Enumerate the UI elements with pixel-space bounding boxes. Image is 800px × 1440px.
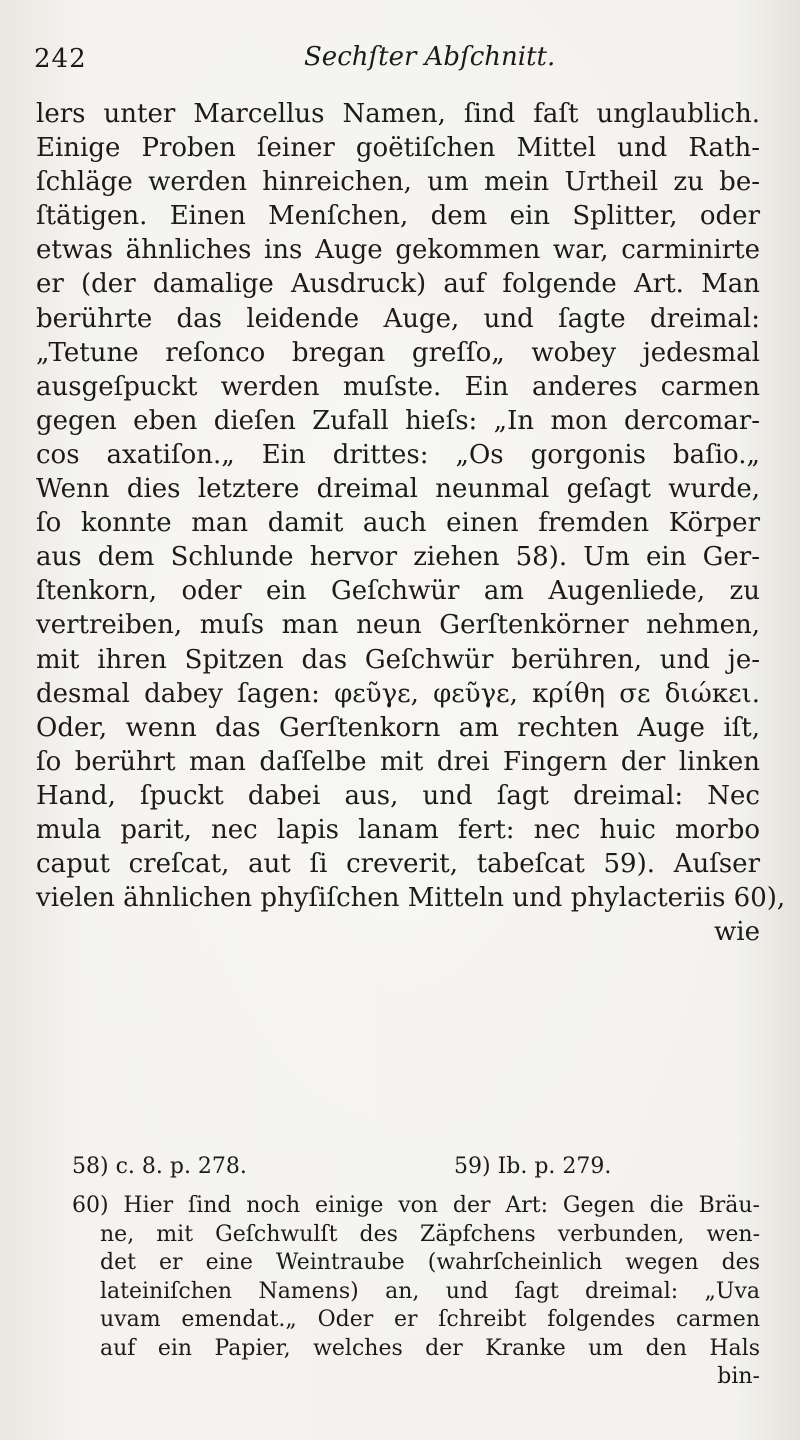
text-line: cos axatiſon.„ Ein drittes: „Os gorgonis baſio.„ <box>36 439 760 470</box>
text-line: ſo berührt man daſſelbe mit drei Fingern der linken <box>36 746 760 777</box>
running-title: Sechſter Abſchnitt. <box>304 42 556 72</box>
body-text <box>36 97 786 949</box>
text-line: mula parit, nec lapis lanam fert: nec huic morbo <box>36 814 760 845</box>
footnote-60-line: 60) Hier ſind noch einige von der Art: Gegen die Bräu- <box>72 1193 760 1218</box>
text-line: aus dem Schlunde hervor ziehen 58). Um ein Ger- <box>36 542 760 573</box>
text-line: mit ihren Spitzen das Geſchwür berühren, und je- <box>36 644 760 675</box>
footnote-catchword: bin- <box>717 1364 760 1389</box>
text-line: ſtenkorn, oder ein Geſchwür am Augenliede, zu <box>36 576 760 607</box>
text-line: „Tetune reſonco bregan greſſo„ wobey jedesmal <box>36 337 760 368</box>
footnote-58: 58) c. 8. p. 278. <box>72 1154 247 1179</box>
text-line: lers unter Marcellus Namen, ſind faſt unglaublich. <box>36 99 760 129</box>
text-line: berührte das leidende Auge, und ſagte dreimal: <box>36 303 760 334</box>
text-line: Einige Proben ſeiner goëtiſchen Mittel und Rath- <box>36 133 760 164</box>
text-line: etwas ähnliches ins Auge gekommen war, carminirte <box>36 235 760 266</box>
text-line: Hand, ſpuckt dabei aus, und ſagt dreimal: Nec <box>36 780 760 811</box>
catchword: wie <box>714 917 760 948</box>
footnote-60-line: auf ein Papier, welches der Kranke um den Hals <box>100 1335 760 1361</box>
text-line: desmal dabey ſagen: φεῦγε, φεῦγε, κρίθη σε διώκει. <box>36 678 760 709</box>
page-header <box>34 38 774 84</box>
text-line: vertreiben, muſs man neun Gerſtenkörner nehmen, <box>36 610 760 641</box>
footnote-60-line: ne, mit Geſchwulſt des Zäpfchens verbunden, wen- <box>100 1221 760 1247</box>
text-line: Wenn dies letztere dreimal neunmal geſagt wurde, <box>36 474 760 505</box>
text-line: vielen ähnlichen phyſiſchen Mitteln und phylacteriis 60), <box>36 883 786 914</box>
text-line: gegen eben dieſen Zufall hieſs: „In mon dercomar- <box>36 405 760 436</box>
text-line: ſtätigen. Einen Menſchen, dem ein Splitter, oder <box>36 201 760 232</box>
footnote-row <box>36 1150 760 1184</box>
page-number: 242 <box>34 44 87 74</box>
text-line: Oder, wenn das Gerſtenkorn am rechten Auge iſt, <box>36 712 760 743</box>
footnote-60-line: det er eine Weintraube (wahrſcheinlich wegen des <box>100 1250 760 1275</box>
footnote-60-line: uvam emendat.„ Oder er ſchreibt folgendes carmen <box>100 1307 760 1332</box>
footnotes <box>36 1150 760 1392</box>
text-line: er (der damalige Ausdruck) auf folgende Art. Man <box>36 269 760 300</box>
text-line: ſchläge werden hinreichen, um mein Urtheil zu be- <box>36 167 760 198</box>
text-line: ausgeſpuckt werden muſste. Ein anderes carmen <box>36 371 760 402</box>
footnote-60-line: lateiniſchen Namens) an, und ſagt dreimal: „Uva <box>100 1278 760 1304</box>
text-line: ſo konnte man damit auch einen fremden Körper <box>36 508 760 539</box>
footnote-59: 59) Ib. p. 279. <box>454 1154 612 1179</box>
text-line: caput creſcat, aut ſi creverit, tabeſcat 59). Auſser <box>36 849 760 880</box>
